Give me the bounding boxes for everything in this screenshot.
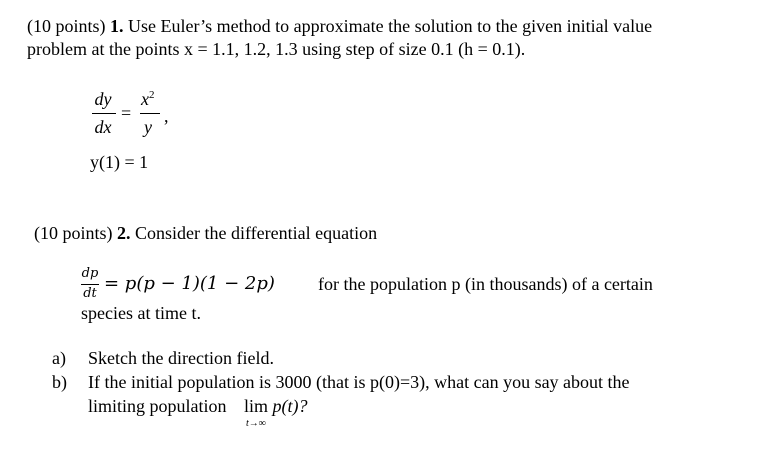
lim-argument: p(t)? bbox=[272, 396, 308, 416]
part-b-line-1: If the initial population is 3000 (that is p(0)=3), what can you say about the bbox=[88, 372, 630, 392]
eq-fraction-bar-left bbox=[92, 113, 116, 114]
eq-fraction-bar-right bbox=[140, 113, 160, 114]
part-a-text: Sketch the direction field. bbox=[88, 348, 274, 368]
eq-dp: dp bbox=[81, 266, 99, 281]
problem-2-number: 2. bbox=[117, 223, 131, 243]
part-a-label: a) bbox=[52, 348, 66, 368]
initial-condition: y(1) = 1 bbox=[90, 152, 149, 172]
limit-expression bbox=[244, 396, 308, 417]
eq-numerator bbox=[141, 89, 155, 110]
eq-dy: dy bbox=[94, 89, 112, 109]
problem-1-text-line-1: Use Euler’s method to approximate the solution to the given initial value bbox=[128, 16, 653, 36]
part-b-label: b) bbox=[52, 372, 67, 392]
problem-1-points: (10 points) bbox=[27, 16, 106, 36]
lim-word: lim bbox=[244, 396, 269, 416]
eq-exponent: 2 bbox=[149, 89, 155, 101]
eq-dx: dx bbox=[94, 117, 112, 137]
eq-y: y bbox=[144, 117, 152, 137]
eq-comma: , bbox=[164, 106, 169, 126]
eq-continuation: species at time t. bbox=[81, 303, 201, 323]
part-b-prefix: limiting population bbox=[88, 396, 227, 416]
problem-1-text-line-2: problem at the points x = 1.1, 1.2, 1.3 using step of size 0.1 (h = 0.1). bbox=[27, 39, 526, 59]
eq-rhs: = p(p − 1)(1 − 2p) bbox=[104, 273, 275, 294]
problem-2-intro: Consider the differential equation bbox=[135, 223, 378, 243]
problem-1-line-1 bbox=[27, 16, 652, 37]
problem-2-points: (10 points) bbox=[34, 223, 113, 243]
lim-subscript: t→∞ bbox=[246, 418, 266, 429]
eq-tail: for the population p (in thousands) of a certain bbox=[318, 274, 653, 294]
eq-x: x bbox=[141, 89, 149, 109]
part-b-line-2 bbox=[88, 396, 227, 417]
eq-dt: dt bbox=[83, 286, 97, 301]
problem-1-number: 1. bbox=[110, 16, 124, 36]
eq-equals: = bbox=[121, 103, 132, 123]
eq-dp-dt-bar bbox=[81, 284, 99, 285]
problem-2-header bbox=[34, 223, 377, 244]
